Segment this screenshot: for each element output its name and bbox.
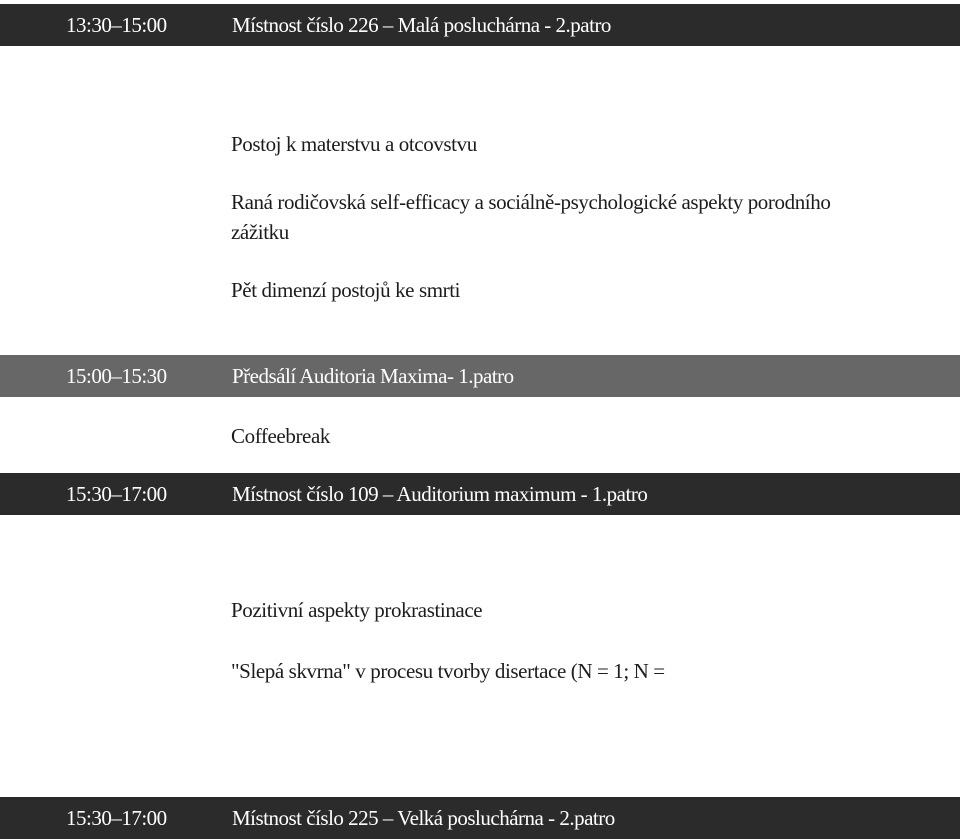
talk-title: Pět dimenzí postojů ke smrti (231, 278, 461, 302)
session-time: 15:30–17:00 (66, 482, 167, 506)
session-header (0, 4, 960, 46)
talk-title: Raná rodičovská self-efficacy a sociálně-psychologické aspekty porodního zážitku (231, 190, 831, 244)
talk-title: Postoj k materstvu a otcovstvu (231, 132, 477, 156)
session-room: Místnost číslo 225 – Velká posluchárna - 2.patro (232, 806, 615, 830)
session-header (0, 473, 960, 515)
session-time: 13:30–15:00 (66, 13, 167, 37)
talk-title: Coffeebreak (231, 424, 330, 448)
session-room: Místnost číslo 226 – Malá posluchárna - 2.patro (232, 13, 611, 37)
session-header (0, 355, 960, 397)
talk-title: Pozitivní aspekty prokrastinace (231, 598, 483, 622)
session-time: 15:00–15:30 (66, 364, 167, 388)
session-room: Předsálí Auditoria Maxima- 1.patro (232, 364, 514, 388)
session-time: 15:30–17:00 (66, 806, 167, 830)
session-room: Místnost číslo 109 – Auditorium maximum - 1.patro (232, 482, 648, 506)
talk-title: "Slepá skvrna" v procesu tvorby disertace (N = 1; N = (231, 659, 665, 683)
session-header (0, 797, 960, 839)
